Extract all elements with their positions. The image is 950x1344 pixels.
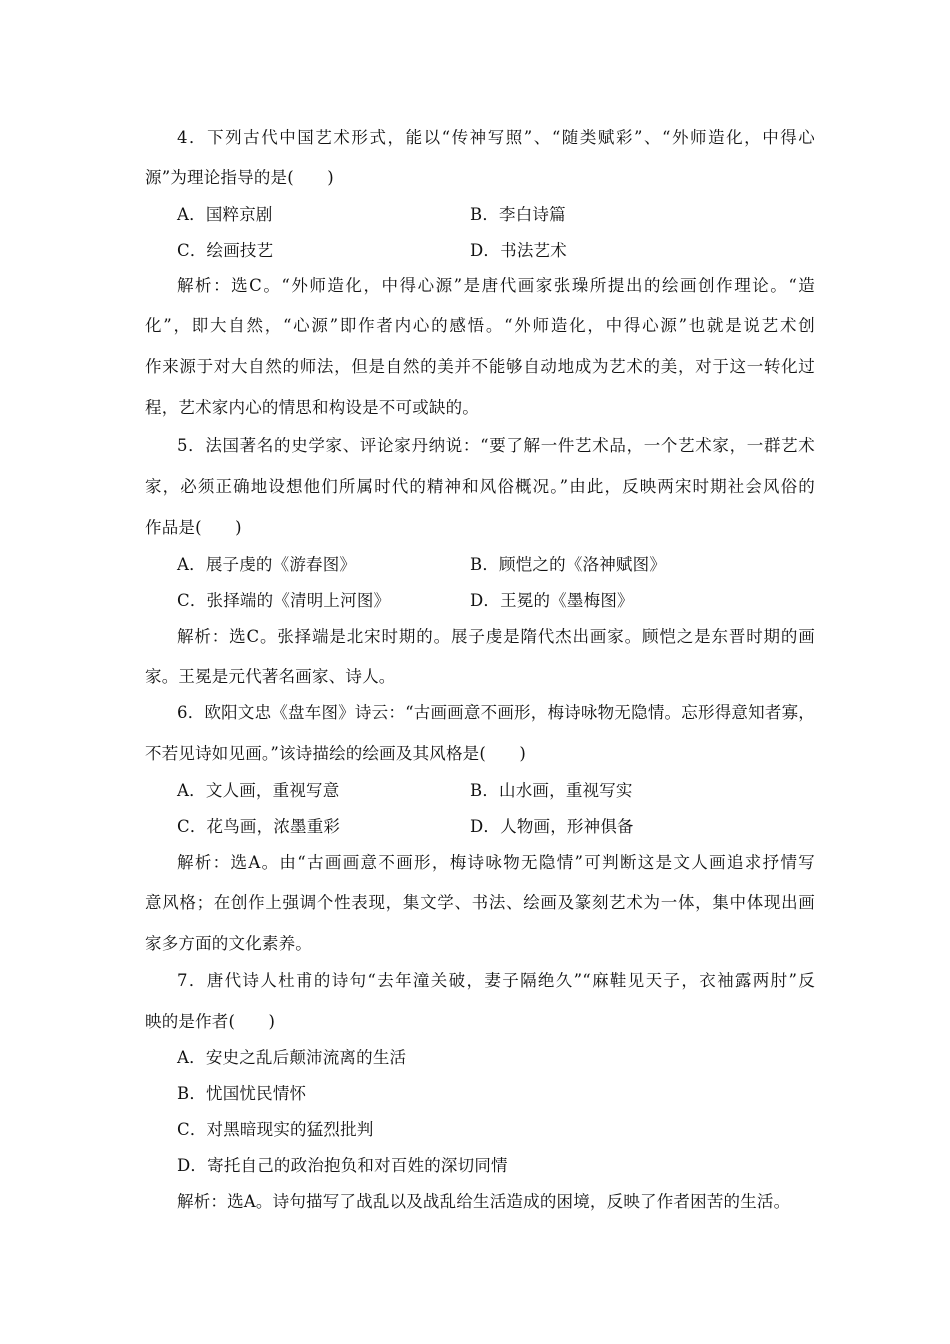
q6-analysis-line-3: 家多方面的文化素养。 xyxy=(145,934,312,953)
q5-analysis-line-2: 家。王冕是元代著名画家、诗人。 xyxy=(145,667,396,686)
q7-option-a: A．安史之乱后颠沛流离的生活 xyxy=(177,1048,407,1067)
q4-option-d: D．书法艺术 xyxy=(470,241,567,260)
q4-analysis-line-2: 化”，即大自然，“心源”即作者内心的感悟。“外师造化，中得心源”也就是说艺术创 xyxy=(145,316,815,335)
q6-analysis-line-1: 解析：选A。由“古画画意不画形，梅诗咏物无隐情”可判断这是文人画追求抒情写 xyxy=(177,853,815,872)
q5-stem-line-3: 作品是( ) xyxy=(145,518,242,537)
q5-option-a: A．展子虔的《游春图》 xyxy=(177,555,357,574)
q6-option-d: D．人物画，形神俱备 xyxy=(470,817,634,836)
q5-stem-line-2: 家，必须正确地设想他们所属时代的精神和风俗概况。”由此，反映两宋时期社会风俗的 xyxy=(145,477,815,496)
q6-analysis-line-2: 意风格；在创作上强调个性表现，集文学、书法、绘画及篆刻艺术为一体，集中体现出画 xyxy=(145,893,815,912)
q4-option-a: A．国粹京剧 xyxy=(177,205,273,224)
q4-option-b: B．李白诗篇 xyxy=(470,205,566,224)
q5-analysis-line-1: 解析：选C。张择端是北宋时期的。展子虔是隋代杰出画家。顾恺之是东晋时期的画 xyxy=(177,627,815,646)
q5-stem-line-1: 5．法国著名的史学家、评论家丹纳说：“要了解一件艺术品，一个艺术家，一群艺术 xyxy=(177,436,815,455)
q6-option-a: A．文人画，重视写意 xyxy=(177,781,340,800)
q7-option-b: B．忧国忧民情怀 xyxy=(177,1084,307,1103)
q6-option-c: C．花鸟画，浓墨重彩 xyxy=(177,817,341,836)
q4-option-c: C．绘画技艺 xyxy=(177,241,274,260)
q4-analysis-line-3: 作来源于对大自然的师法，但是自然的美并不能够自动地成为艺术的美，对于这一转化过 xyxy=(145,357,815,376)
q5-option-c: C．张择端的《清明上河图》 xyxy=(177,591,391,610)
q7-option-c: C．对黑暗现实的猛烈批判 xyxy=(177,1120,374,1139)
q6-stem-line-2: 不若见诗如见画。”该诗描绘的绘画及其风格是( ) xyxy=(145,744,527,763)
q5-option-d: D．王冕的《墨梅图》 xyxy=(470,591,634,610)
q7-stem-line-2: 映的是作者( ) xyxy=(145,1012,276,1031)
q7-option-d: D．寄托自己的政治抱负和对百姓的深切同情 xyxy=(177,1156,508,1175)
q4-stem-line-1: 4．下列古代中国艺术形式，能以“传神写照”、“随类赋彩”、“外师造化，中得心 xyxy=(177,128,815,147)
q6-option-b: B．山水画，重视写实 xyxy=(470,781,633,800)
q7-analysis-line-1: 解析：选A。诗句描写了战乱以及战乱给生活造成的困境，反映了作者困苦的生活。 xyxy=(177,1192,791,1211)
q4-analysis-line-1: 解析：选C。“外师造化，中得心源”是唐代画家张璪所提出的绘画创作理论。“造 xyxy=(177,276,815,295)
q6-stem-line-1: 6．欧阳文忠《盘车图》诗云：“古画画意不画形，梅诗咏物无隐情。忘形得意知者寡， xyxy=(177,703,815,722)
q4-analysis-line-4: 程，艺术家内心的情思和构设是不可或缺的。 xyxy=(145,398,479,417)
q5-option-b: B．顾恺之的《洛神赋图》 xyxy=(470,555,667,574)
q7-stem-line-1: 7．唐代诗人杜甫的诗句“去年潼关破，妻子隔绝久”“麻鞋见天子，衣袖露两肘”反 xyxy=(177,971,815,990)
q4-stem-line-2: 源”为理论指导的是( ) xyxy=(145,168,334,187)
